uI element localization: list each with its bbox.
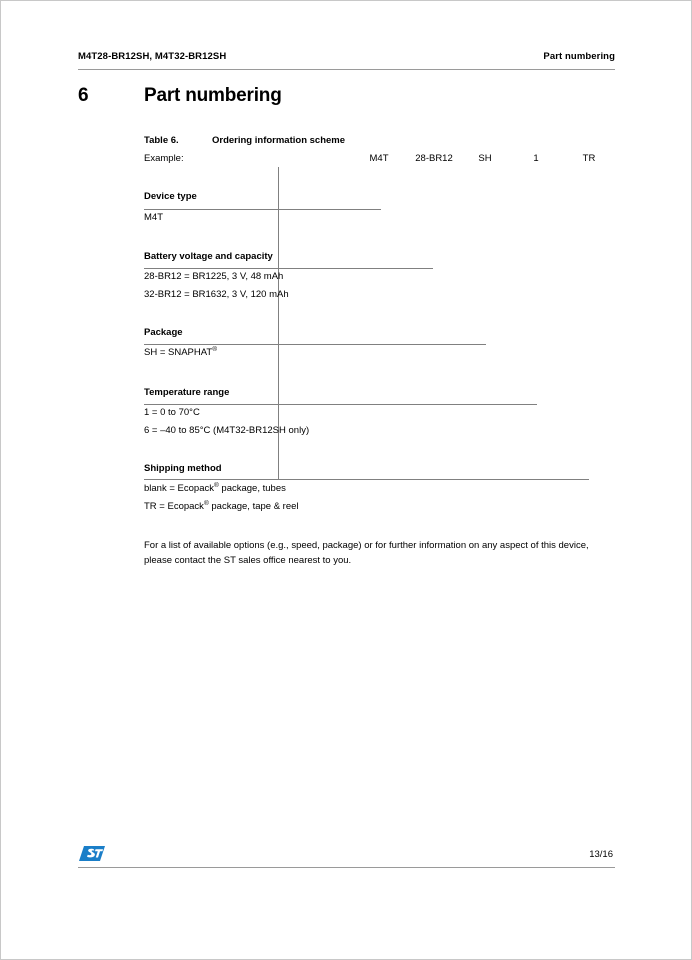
registered-mark-icon: ® xyxy=(212,345,217,353)
header-document-title: M4T28-BR12SH, M4T32-BR12SH xyxy=(78,51,227,62)
chapter-number: 6 xyxy=(78,85,89,106)
section-rule-temperature xyxy=(144,404,537,405)
table-caption-title: Ordering information scheme xyxy=(212,135,346,146)
section-line-shipping-1: blank = Ecopack® package, tubes xyxy=(144,481,286,494)
header-section-title: Part numbering xyxy=(543,51,615,62)
section-heading-temperature: Temperature range xyxy=(144,387,230,398)
section-rule-package xyxy=(144,344,486,345)
example-token-shipping: TR xyxy=(582,153,596,164)
section-rule-device-type xyxy=(144,209,381,210)
section-heading-battery: Battery voltage and capacity xyxy=(144,251,273,262)
section-heading-package: Package xyxy=(144,327,183,338)
section-rule-battery xyxy=(144,268,433,269)
st-logo-icon xyxy=(79,844,105,863)
closing-paragraph: For a list of available options (e.g., speed, package) or for further information on any aspect of this device, please contact the ST sales office nearest to you. xyxy=(144,540,589,566)
page-number: 13/16 xyxy=(589,849,613,860)
page-title: Part numbering xyxy=(144,85,282,106)
section-heading-shipping: Shipping method xyxy=(144,463,222,474)
example-token-temperature: 1 xyxy=(533,153,539,164)
section-line-temperature-2: 6 = –40 to 85°C (M4T32-BR12SH only) xyxy=(144,425,310,436)
header-divider xyxy=(78,69,615,70)
section-line-package-1: SH = SNAPHAT® xyxy=(144,345,217,358)
section-line-battery-1: 28-BR12 = BR1225, 3 V, 48 mAh xyxy=(144,271,284,282)
example-token-device-type: M4T xyxy=(369,153,389,164)
example-token-package: SH xyxy=(478,153,492,164)
registered-mark-icon: ® xyxy=(213,481,219,489)
section-heading-device-type: Device type xyxy=(144,191,197,202)
registered-mark-icon: ® xyxy=(203,499,209,507)
section-line-battery-2: 32-BR12 = BR1632, 3 V, 120 mAh xyxy=(144,289,289,300)
example-token-battery: 28-BR12 xyxy=(415,153,453,164)
section-rule-shipping xyxy=(144,479,589,480)
connector-shipping xyxy=(278,167,589,480)
section-line-shipping-2: TR = Ecopack® package, tape & reel xyxy=(144,499,299,512)
example-label: Example: xyxy=(144,153,184,164)
page-header xyxy=(78,51,615,62)
footer-divider xyxy=(78,867,615,868)
table-caption-label: Table 6. xyxy=(144,135,179,146)
section-line-device-type-1: M4T xyxy=(144,212,163,223)
section-line-temperature-1: 1 = 0 to 70°C xyxy=(144,407,200,418)
table-caption xyxy=(144,135,345,146)
